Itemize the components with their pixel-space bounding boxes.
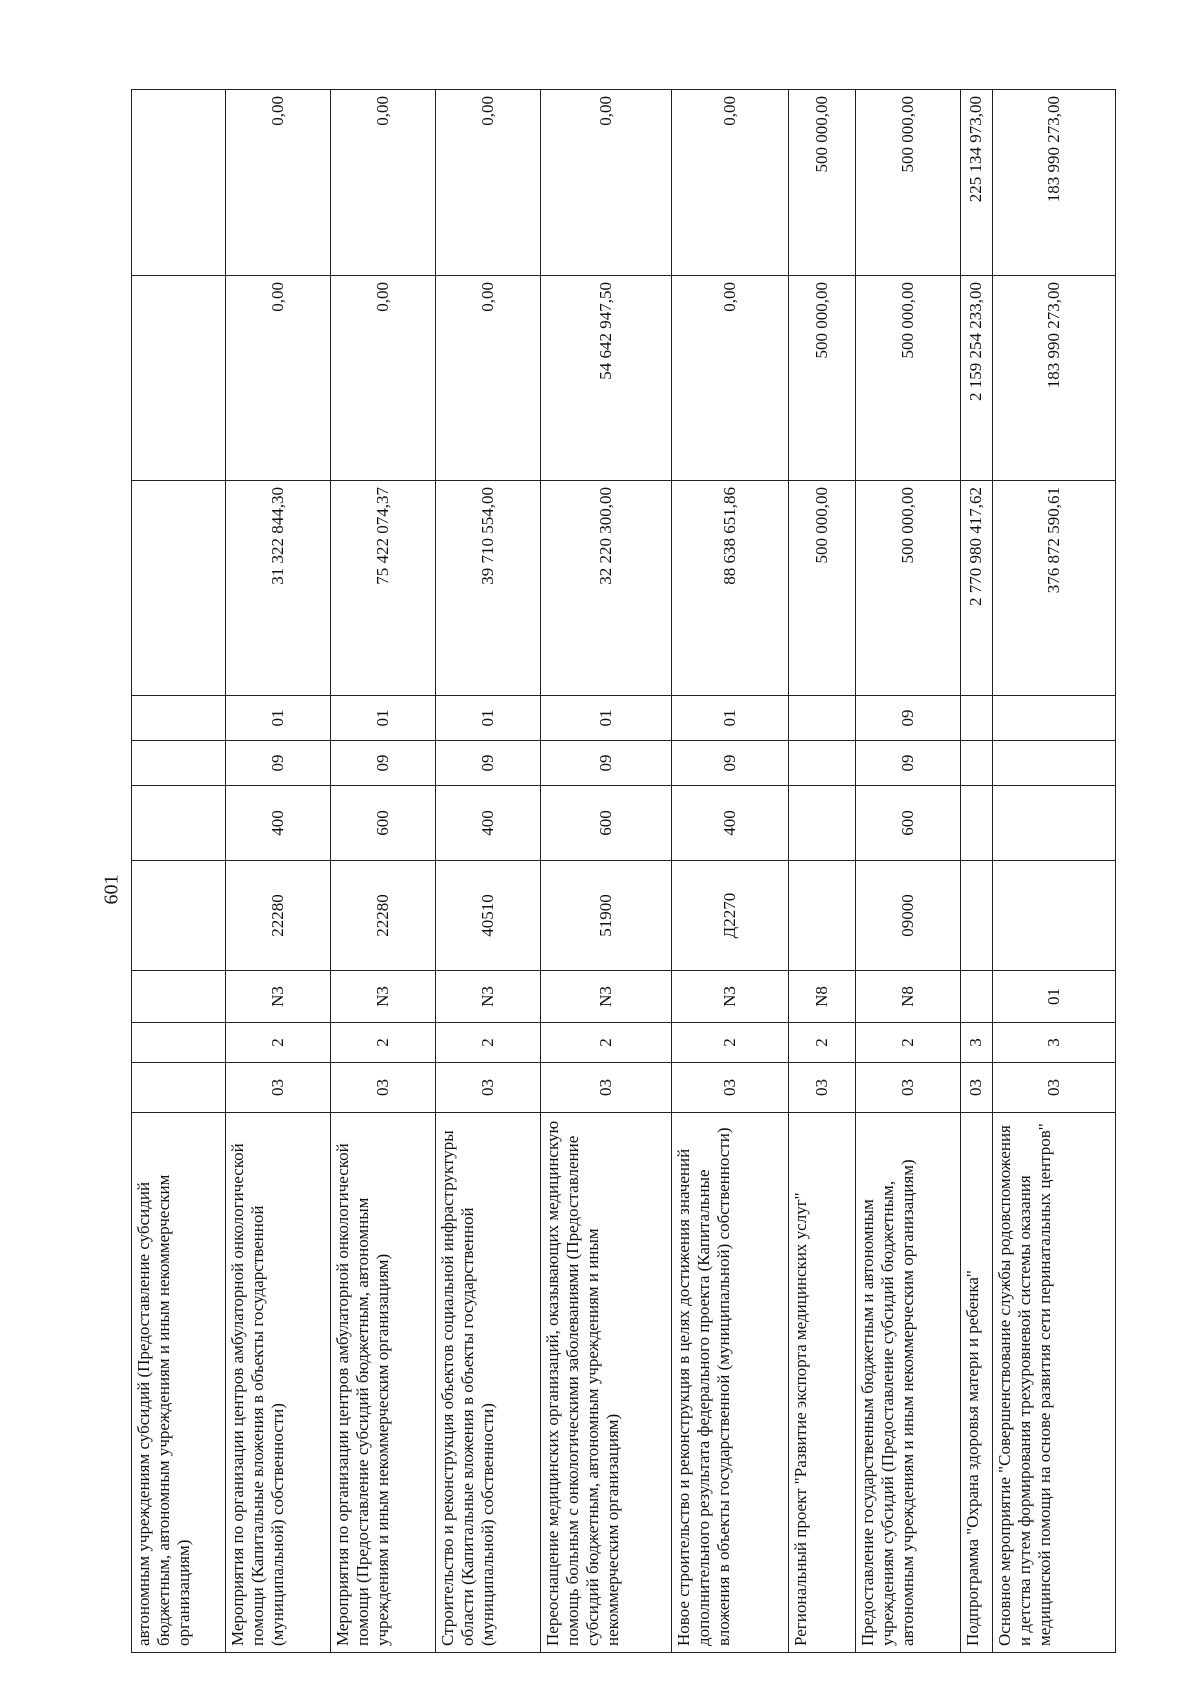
subsection-cell: 09	[855, 696, 960, 741]
expense-type-cell: 600	[540, 786, 671, 861]
subprogram-code-cell: 3	[960, 1023, 992, 1063]
direction-code-cell	[992, 861, 1115, 971]
budget-table	[131, 89, 1116, 1653]
amount-year2-cell: 54 642 947,50	[540, 276, 671, 481]
amount-year3-cell: 500 000,00	[789, 90, 855, 276]
direction-code-cell: 09000	[855, 861, 960, 971]
expense-type-cell	[992, 786, 1115, 861]
program-name-cell: Строительство и реконструкция объектов социальной инфраструктуры области (Капитальные вложения в объекты государственной (муниципальной) собственности)	[436, 1113, 541, 1653]
program-name-cell: Мероприятия по организации центров амбулаторной онкологической помощи (Капитальные вложения в объекты государственной (муниципальной) собственности)	[226, 1113, 331, 1653]
amount-year2-cell	[132, 276, 226, 481]
direction-code-cell	[789, 861, 855, 971]
program-name-cell: Переоснащение медицинских организаций, оказывающих медицинскую помощь больным с онкологическими заболеваниями (Предоставление субсидий бюджетным, автономным учреждениям и иным некоммерческим организациям)	[540, 1113, 671, 1653]
table-row	[992, 90, 1115, 1653]
amount-year1-cell: 376 872 590,61	[992, 481, 1115, 696]
subsection-cell: 01	[226, 696, 331, 741]
event-code-cell: N3	[540, 971, 671, 1023]
section-cell	[789, 741, 855, 786]
direction-code-cell: 51900	[540, 861, 671, 971]
program-name-cell: автономным учреждениям субсидий (Предоставление субсидий бюджетным, автономным учреждениям и иным некоммерческим организациям)	[132, 1113, 226, 1653]
expense-type-cell: 600	[331, 786, 436, 861]
expense-type-cell	[789, 786, 855, 861]
amount-year3-cell: 0,00	[671, 90, 789, 276]
subsection-cell: 01	[331, 696, 436, 741]
subsection-cell: 01	[436, 696, 541, 741]
program-name-cell: Мероприятия по организации центров амбулаторной онкологической помощи (Предоставление субсидий бюджетным, автономным учреждениям и иным некоммерческим организациям)	[331, 1113, 436, 1653]
program-code-cell: 03	[436, 1063, 541, 1113]
section-cell	[132, 741, 226, 786]
expense-type-cell	[132, 786, 226, 861]
program-code-cell	[132, 1063, 226, 1113]
amount-year3-cell: 225 134 973,00	[960, 90, 992, 276]
amount-year2-cell: 183 990 273,00	[992, 276, 1115, 481]
program-code-cell: 03	[331, 1063, 436, 1113]
section-cell: 09	[331, 741, 436, 786]
amount-year2-cell: 0,00	[226, 276, 331, 481]
subsection-cell: 01	[671, 696, 789, 741]
subprogram-code-cell: 2	[331, 1023, 436, 1063]
amount-year1-cell: 500 000,00	[789, 481, 855, 696]
amount-year1-cell: 75 422 074,37	[331, 481, 436, 696]
direction-code-cell: 22280	[331, 861, 436, 971]
event-code-cell: N3	[226, 971, 331, 1023]
event-code-cell: N3	[436, 971, 541, 1023]
program-code-cell: 03	[855, 1063, 960, 1113]
section-cell: 09	[540, 741, 671, 786]
amount-year3-cell	[132, 90, 226, 276]
direction-code-cell: 40510	[436, 861, 541, 971]
amount-year1-cell: 32 220 300,00	[540, 481, 671, 696]
amount-year3-cell: 0,00	[331, 90, 436, 276]
expense-type-cell: 400	[671, 786, 789, 861]
subprogram-code-cell: 2	[671, 1023, 789, 1063]
amount-year2-cell: 500 000,00	[855, 276, 960, 481]
amount-year2-cell: 2 159 254 233,00	[960, 276, 992, 481]
expense-type-cell	[960, 786, 992, 861]
amount-year1-cell: 39 710 554,00	[436, 481, 541, 696]
section-cell: 09	[671, 741, 789, 786]
direction-code-cell	[960, 861, 992, 971]
event-code-cell: 01	[992, 971, 1115, 1023]
amount-year1-cell: 88 638 651,86	[671, 481, 789, 696]
program-code-cell: 03	[960, 1063, 992, 1113]
page-number: 601	[100, 874, 123, 905]
table-row	[960, 90, 992, 1653]
subprogram-code-cell: 2	[436, 1023, 541, 1063]
table-row	[855, 90, 960, 1653]
table-row	[436, 90, 541, 1653]
expense-type-cell: 400	[436, 786, 541, 861]
subprogram-code-cell: 3	[992, 1023, 1115, 1063]
subprogram-code-cell: 2	[226, 1023, 331, 1063]
section-cell	[960, 741, 992, 786]
amount-year1-cell: 31 322 844,30	[226, 481, 331, 696]
event-code-cell: N3	[671, 971, 789, 1023]
event-code-cell	[960, 971, 992, 1023]
budget-table-container	[131, 90, 1116, 1653]
table-row	[132, 90, 226, 1653]
subsection-cell	[132, 696, 226, 741]
amount-year3-cell: 0,00	[226, 90, 331, 276]
amount-year3-cell: 500 000,00	[855, 90, 960, 276]
subsection-cell	[992, 696, 1115, 741]
table-row	[671, 90, 789, 1653]
program-name-cell: Предоставление государственным бюджетным и автономным учреждениям субсидий (Предоставление субсидий бюджетным, автономным учреждениям и иным некоммерческим организациям)	[855, 1113, 960, 1653]
section-cell: 09	[855, 741, 960, 786]
subsection-cell: 01	[540, 696, 671, 741]
direction-code-cell: Д2270	[671, 861, 789, 971]
expense-type-cell: 400	[226, 786, 331, 861]
subprogram-code-cell: 2	[540, 1023, 671, 1063]
subprogram-code-cell: 2	[855, 1023, 960, 1063]
table-row	[226, 90, 331, 1653]
amount-year3-cell: 0,00	[540, 90, 671, 276]
amount-year3-cell: 0,00	[436, 90, 541, 276]
subprogram-code-cell	[132, 1023, 226, 1063]
amount-year2-cell: 0,00	[331, 276, 436, 481]
direction-code-cell: 22280	[226, 861, 331, 971]
program-name-cell: Подпрограмма "Охрана здоровья матери и ребенка"	[960, 1113, 992, 1653]
table-row	[789, 90, 855, 1653]
program-code-cell: 03	[671, 1063, 789, 1113]
program-code-cell: 03	[789, 1063, 855, 1113]
amount-year1-cell: 2 770 980 417,62	[960, 481, 992, 696]
amount-year2-cell: 500 000,00	[789, 276, 855, 481]
program-code-cell: 03	[992, 1063, 1115, 1113]
expense-type-cell: 600	[855, 786, 960, 861]
amount-year2-cell: 0,00	[671, 276, 789, 481]
program-name-cell: Основное мероприятие "Совершенствование службы родовспоможения и детства путем формирования трехуровневой системы оказания медицинской помощи на основе развития сети перинатальных центров"	[992, 1113, 1115, 1653]
amount-year1-cell: 500 000,00	[855, 481, 960, 696]
direction-code-cell	[132, 861, 226, 971]
subsection-cell	[960, 696, 992, 741]
table-row	[331, 90, 436, 1653]
program-code-cell: 03	[226, 1063, 331, 1113]
amount-year3-cell: 183 990 273,00	[992, 90, 1115, 276]
event-code-cell: N3	[331, 971, 436, 1023]
program-name-cell: Региональный проект "Развитие экспорта медицинских услуг"	[789, 1113, 855, 1653]
subsection-cell	[789, 696, 855, 741]
section-cell: 09	[226, 741, 331, 786]
section-cell: 09	[436, 741, 541, 786]
event-code-cell	[132, 971, 226, 1023]
table-row	[540, 90, 671, 1653]
amount-year1-cell	[132, 481, 226, 696]
program-name-cell: Новое строительство и реконструкция в целях достижения значений дополнительного результата федерального проекта (Капитальные вложения в объекты государственной (муниципальной) собственности)	[671, 1113, 789, 1653]
event-code-cell: N8	[789, 971, 855, 1023]
section-cell	[992, 741, 1115, 786]
subprogram-code-cell: 2	[789, 1023, 855, 1063]
program-code-cell: 03	[540, 1063, 671, 1113]
amount-year2-cell: 0,00	[436, 276, 541, 481]
event-code-cell: N8	[855, 971, 960, 1023]
